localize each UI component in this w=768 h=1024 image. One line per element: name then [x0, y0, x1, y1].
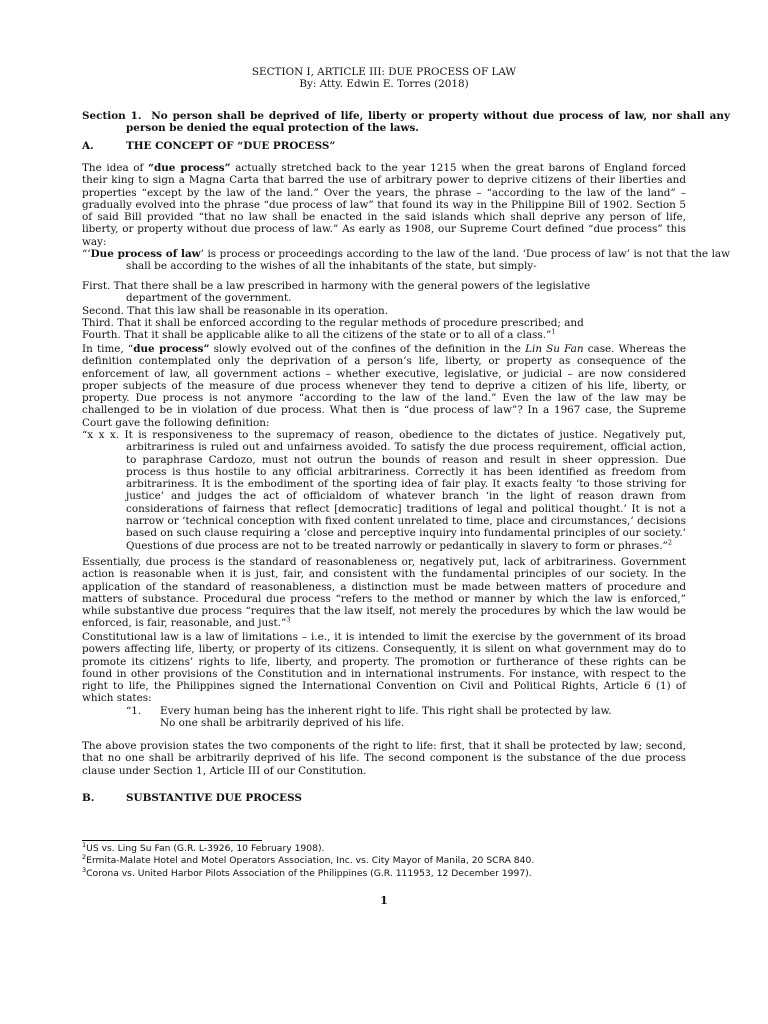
- list-item-second: Second. That this law shall be reasonable in its operation.: [82, 304, 389, 317]
- footnote-number: 3: [82, 865, 87, 874]
- page-number: 1: [380, 894, 388, 907]
- case-name: Lin Su Fan: [525, 343, 584, 355]
- section-1-label: Section 1.: [82, 110, 142, 122]
- paragraph-text: case. Whereas the definition contemplated only the deprivation of a person’s life, liberty, or property as consequence of the enforcement of law, all government actions – whether executive, legislative, or judicial – are now considered proper subjects of the measure of due process whenever they tend to deprive a citizen of his life, liberty, or property. Due process is not anymore “according to the law of the land.” Even the law of the law may be challenged to be in violation of due process. What then is “due process of law”? In a 1967 case, the Supreme Court gave the following definition:: [82, 343, 686, 429]
- covenant-quote: [126, 705, 666, 730]
- document-header: [0, 66, 768, 91]
- footnotes: [82, 840, 535, 880]
- paragraph-reasonableness: [82, 556, 686, 630]
- footnote-text: Corona vs. United Harbor Pilots Association of the Philippines (G.R. 111953, 12 December 1997).: [86, 867, 532, 879]
- heading-a-text: THE CONCEPT OF “DUE PROCESS”: [126, 140, 336, 152]
- list-item-fourth-text: Fourth. That it shall be applicable alike to all the citizens of the state or to all of a class.”: [82, 329, 552, 342]
- list-item-first-cont: department of the government.: [126, 292, 292, 305]
- footnote-number: 2: [82, 853, 87, 862]
- definition-text: ’ is process or proceedings according to the law of the land. ‘Due process of law’ is not that the law shall be according to the wishes of all the inhabitants of the state, but simply-: [126, 248, 730, 273]
- paragraph-due-process-history: [82, 162, 686, 248]
- footnote-1: [82, 840, 534, 855]
- footnote-text: Ermita-Malate Hotel and Motel Operators Association, Inc. vs. City Mayor of Manila, 20 SCRA 840.: [86, 855, 535, 867]
- list-item-first: First. That there shall be a law prescribed in harmony with the general powers of the legislative: [82, 280, 591, 292]
- section-1-body: No person shall be deprived of life, liberty or property without due process of law, nor shall any person be denied the equal protection of the laws.: [126, 110, 730, 135]
- quote-mark: “‘: [82, 248, 91, 260]
- list-item-third: Third. That it shall be enforced according to the regular methods of procedure prescribed; and: [82, 316, 584, 329]
- emphasis-due-process-of-law: Due process of law: [90, 248, 201, 260]
- covenant-line-2: No one shall be arbitrarily deprived of his life.: [160, 717, 405, 730]
- document-title: SECTION I, ARTICLE III: DUE PROCESS OF LAW: [251, 66, 517, 78]
- paragraph-text: Constitutional law is a law of limitations – i.e., it is intended to limit the exercise by the government of its broad powers affecting life, liberty, or property of its citizens. Consequently, it is silent on what government may do to promote its citizens’ rights to life, liberty, and property. The promotion or furtherance of these rights can be found in other provisions of the Constitution and in international instruments. For instance, with respect to the right to life, the Philippines signed the International Convention on Civil and Political Rights, Article 6 (1) of which states:: [82, 631, 686, 705]
- paragraph-text: The idea of: [82, 162, 148, 174]
- heading-a: [82, 140, 335, 152]
- footnote-3: [82, 865, 534, 880]
- paragraph-text: The above provision states the two components of the right to life: first, that it shall be protected by law; second, that no one shall be arbitrarily deprived of his life. The second component is the substance of the due process clause under Section 1, Article III of our Constitution.: [82, 740, 686, 777]
- requirements-list: [82, 280, 686, 341]
- footnote-ref[interactable]: 1: [551, 327, 556, 336]
- heading-a-letter: A.: [82, 140, 94, 152]
- covenant-number: “1.: [126, 705, 142, 717]
- section-1-text: [82, 110, 730, 135]
- quote-text: “x x x. It is responsiveness to the supremacy of reason, obedience to the dictates of justice. Negatively put, arbitrariness is ruled out and unfairness avoided. To satisfy the due process requirement, official action, to paraphrase Cardozo, must not outrun the bounds of reason and result in sheer oppression. Due process is thus hostile to any official arbitrariness. Correctly it has been identified as freedom from arbitrariness. It is the embodiment of the sporting idea of fair play. It exacts fealty ‘to those striving for justice’ and judges the act of officialdom of whatever branch ‘in the light of reason drawn from considerations of fairness that reflect [democratic] traditions of legal and political thought.’ It is not a narrow or ‘technical conception with fixed content unrelated to time, place and circumstances,’ decisions based on such clause requiring a ‘close and perceptive inquiry into fundamental principles of our society.’ Questions of due process are not to be treated narrowly or pedantically in slavery to form or phrases.”: [82, 429, 686, 552]
- footnote-ref[interactable]: 2: [667, 538, 672, 547]
- emphasis-due-process: “due process”: [148, 162, 231, 174]
- paragraph-text: Essentially, due process is the standard of reasonableness or, negatively put, lack of arbitrariness. Government action is reasonable when it is just, fair, and consistent with the fundamental principles of our society. In the application of the standard of reasonableness, a distinction must be made between matters of procedure and matters of substance. Procedural due process “refers to the method or manner by which the law is enforced,” while substantive due process “requires that the law itself, not merely the procedures by which the law would be enforced, is fair, reasonable, and just.”: [82, 556, 686, 630]
- heading-b: [82, 792, 302, 804]
- paragraph-limitations: [82, 631, 686, 705]
- covenant-line-1: Every human being has the inherent right to life. This right shall be protected by law.: [160, 705, 612, 717]
- paragraph-text: actually stretched back to the year 1215 when the great barons of England forced their king to sign a Magna Carta that barred the use of arbitrary power to deprive citizens of their liberties and properties “except by the law of the land.” Over the years, the phrase – “according to the law of the land” – gradually evolved into the phrase “due process of law” that found its way in the Philippine Bill of 1902. Section 5 of said Bill provided “that no law shall be enacted in the said islands which shall deprive any person of life, liberty, or property without due process of law.” As early as 1908, our Supreme Court defined “due process” this way:: [82, 162, 686, 248]
- heading-b-letter: B.: [82, 792, 95, 804]
- list-item-fourth: [82, 329, 686, 341]
- footnote-number: 1: [82, 840, 87, 849]
- paragraph-text: slowly evolved out of the confines of the definition in the: [209, 343, 526, 355]
- heading-b-text: SUBSTANTIVE DUE PROCESS: [126, 792, 302, 804]
- paragraph-text: In time, “: [82, 343, 134, 355]
- block-quote-ermita: [82, 429, 686, 552]
- footnote-2: [82, 855, 534, 867]
- due-process-definition: [82, 248, 730, 273]
- footnote-ref[interactable]: 3: [286, 616, 291, 625]
- emphasis-due-process: due process”: [133, 343, 210, 355]
- footnote-separator: [82, 840, 262, 841]
- paragraph-right-to-life: [82, 740, 686, 777]
- paragraph-evolution: [82, 343, 686, 429]
- document-byline: By: Atty. Edwin E. Torres (2018): [299, 78, 469, 91]
- footnote-text: US vs. Ling Su Fan (G.R. L-3926, 10 February 1908).: [86, 843, 325, 854]
